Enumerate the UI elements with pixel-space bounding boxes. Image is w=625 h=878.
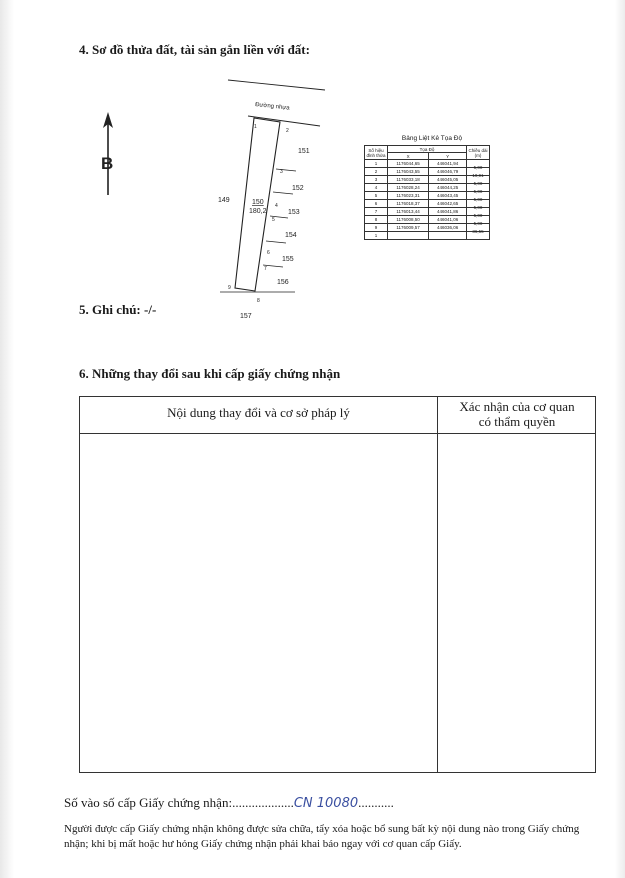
distance-cell	[467, 192, 490, 200]
neighbor-label: 152	[292, 185, 304, 192]
distance-value: 5,00	[473, 213, 483, 218]
section-5-heading: 5. Ghi chú: -/-	[79, 302, 157, 317]
point-cell: 1	[365, 232, 388, 240]
coordinate-row	[365, 184, 490, 192]
distance-cell	[467, 184, 490, 192]
distance-cell	[467, 160, 490, 168]
x-cell: 1176043,55	[388, 168, 429, 176]
y-cell: 446041,86	[429, 208, 467, 216]
y-cell: 446041,94	[429, 160, 467, 168]
page-edge-right	[615, 0, 625, 878]
coordinate-row	[365, 232, 490, 240]
distance-value: 5,00	[473, 221, 483, 226]
register-dots: ...................	[232, 795, 294, 810]
neighbor-label: 151	[298, 148, 310, 155]
distance-cell	[467, 208, 490, 216]
y-cell: 446043,45	[429, 192, 467, 200]
point-label: 3	[280, 169, 283, 175]
authority-header-line1: Xác nhận của cơ quan	[459, 399, 575, 414]
neighbor-label: 156	[277, 279, 289, 286]
distance-value: 5,00	[473, 181, 483, 186]
x-cell: 1176013,44	[388, 208, 429, 216]
distance-cell	[467, 216, 490, 224]
coordinate-row	[365, 216, 490, 224]
y-cell: 446045,05	[429, 176, 467, 184]
neighbor-label: 155	[282, 256, 294, 263]
section-6-heading: 6. Những thay đổi sau khi cấp giấy chứng nhận	[79, 366, 341, 381]
y-cell: 446044,25	[429, 184, 467, 192]
coordinate-row	[365, 168, 490, 176]
y-cell: 446042,65	[429, 200, 467, 208]
coordinate-row	[365, 160, 490, 168]
land-plot-diagram	[80, 70, 340, 330]
coordinate-table	[364, 145, 490, 240]
parcel-area: 180,2	[249, 208, 267, 215]
distance-value: 5,00	[473, 165, 483, 170]
distance-cell	[467, 224, 490, 232]
point-cell: 5	[365, 192, 388, 200]
page-edge-left	[0, 0, 14, 878]
distance-value: 10,91	[472, 173, 484, 178]
col-distance-header: Chiều dài (m)	[468, 147, 488, 158]
x-cell: 1176023,31	[388, 192, 429, 200]
distance-cell	[467, 176, 490, 184]
point-label: 5	[272, 217, 275, 223]
x-cell: 1176028,24	[388, 184, 429, 192]
coordinate-table-block	[364, 135, 490, 240]
distance-cell	[467, 232, 490, 240]
point-cell: 7	[365, 208, 388, 216]
x-cell: 1176009,57	[388, 224, 429, 232]
coordinate-table-title: Bảng Liệt Kê Tọa Độ	[401, 135, 463, 142]
distance-value: 36,55	[472, 229, 484, 234]
point-cell: 6	[365, 200, 388, 208]
point-cell: 4	[365, 184, 388, 192]
coordinate-row	[365, 208, 490, 216]
authority-header-line2: có thẩm quyền	[478, 414, 556, 429]
point-label: 1	[254, 124, 257, 130]
point-cell: 8	[365, 216, 388, 224]
y-cell	[429, 232, 467, 240]
section-4-heading: 4. Sơ đồ thửa đất, tài sản gắn liền với đất:	[79, 42, 310, 57]
header-divider	[80, 433, 595, 434]
y-cell: 446046,79	[429, 168, 467, 176]
col-point-header: Số hiệu đỉnh thửa	[366, 147, 386, 158]
coordinate-row	[365, 176, 490, 184]
point-cell: 1	[365, 160, 388, 168]
authority-confirmation-header	[437, 399, 597, 429]
point-label: 2	[286, 128, 289, 134]
north-label: B	[101, 154, 114, 173]
point-cell: 2	[365, 168, 388, 176]
point-label: 8	[257, 298, 260, 304]
point-label: 9	[228, 285, 231, 291]
coordinate-row	[365, 224, 490, 232]
point-label: 6	[267, 250, 270, 256]
col-x-header: X	[388, 153, 429, 160]
x-cell	[388, 232, 429, 240]
changes-table	[79, 396, 596, 773]
y-cell: 446036,06	[429, 224, 467, 232]
y-cell: 446041,06	[429, 216, 467, 224]
col-coord-header: Tọa Độ	[388, 146, 467, 153]
col-y-header: Y	[429, 153, 467, 160]
register-number: CN 10080	[293, 796, 359, 811]
x-cell: 1176018,37	[388, 200, 429, 208]
distance-value: 5,00	[473, 205, 483, 210]
neighbor-label: 154	[285, 232, 297, 239]
point-cell: 9	[365, 224, 388, 232]
coordinate-row	[365, 192, 490, 200]
neighbor-label: 157	[240, 313, 252, 320]
x-cell: 1176044,65	[388, 160, 429, 168]
changes-content-header: Nội dung thay đổi và cơ sở pháp lý	[167, 405, 350, 420]
certificate-register-line	[64, 795, 394, 811]
point-cell: 3	[365, 176, 388, 184]
column-divider	[437, 397, 438, 772]
certificate-note: Người được cấp Giấy chứng nhận không được sửa chữa, tẩy xóa hoặc bổ sung bất kỳ nội dung nào trong Giấy chứng nhận; khi bị mất hoặc hư hỏng Giấy chứng nhận phải khai báo ngay với cơ quan cấp Giấy.	[64, 823, 580, 850]
point-label: 7	[264, 266, 267, 272]
neighbor-label: 153	[288, 209, 300, 216]
parcel-number: 150	[252, 199, 264, 206]
neighbor-label: 149	[218, 197, 230, 204]
x-cell: 1176033,18	[388, 176, 429, 184]
register-dots-after: ...........	[358, 795, 394, 810]
distance-value: 5,00	[473, 189, 483, 194]
distance-value: 5,00	[473, 197, 483, 202]
road-label: Đường nhựa	[254, 102, 290, 112]
distance-cell	[467, 200, 490, 208]
coordinate-row	[365, 200, 490, 208]
register-label: Số vào số cấp Giấy chứng nhận:	[64, 795, 233, 810]
distance-cell	[467, 168, 490, 176]
point-label: 4	[275, 203, 278, 209]
x-cell: 1176008,50	[388, 216, 429, 224]
